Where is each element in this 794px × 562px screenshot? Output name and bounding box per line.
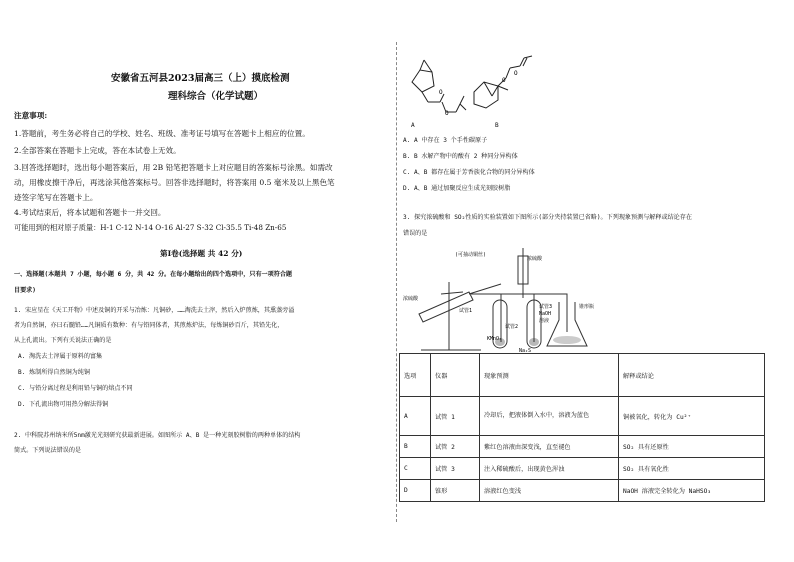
cell-option: D (400, 480, 431, 502)
table-row (400, 397, 765, 436)
structure-b-label: B (495, 122, 499, 129)
q1-stem: 者为自然铜，亦曰石髓铅……凡铜质有数种：有与铅同体者，其煎炼炉法，每炼铜砂百斤，其铅先化， (14, 322, 284, 329)
notice-line: 4.考试结束后，将本试题和答题卡一并交回。 (14, 208, 166, 217)
atomic-masses: 可能用到的相对原子质量：H-1 C-12 N-14 O-16 Al-27 S-32 Cl-35.5 Ti-48 Zn-65 (14, 223, 287, 232)
svg-text:O: O (445, 110, 449, 117)
cell-option: C (400, 458, 431, 480)
q1-option-d: D. 下孔流出物可用热分解法得铜 (18, 401, 109, 408)
label-acid: 浓硫酸 (403, 296, 419, 302)
label-tube2: 试管2 (505, 324, 519, 330)
notice-heading: 注意事项: (14, 111, 48, 120)
q3-stem: 错误的是 (403, 230, 428, 237)
q1-option-c: C. 与铅分离过程是利用铅与铜的熔点不同 (18, 385, 133, 392)
q1-option-a: A. 淘洗去土滓属于原料的富集 (18, 353, 103, 360)
table-row (400, 458, 765, 480)
cell-instrument: 试管 2 (431, 436, 480, 458)
table-row (400, 480, 765, 502)
cell-option: A (400, 397, 431, 436)
table-header-row (400, 354, 765, 397)
table-row (400, 436, 765, 458)
structure-b-diagram (462, 52, 552, 122)
svg-text:O: O (502, 77, 506, 84)
q1-stem: 从上孔流出。下列有关说法正确的是 (14, 337, 112, 344)
cell-instrument: 锥形 (431, 480, 480, 502)
exam-title: 安徽省五河县2023届高三（上）摸底检测 (111, 73, 290, 84)
cell-phenomenon: 溶液红色变浅 (480, 480, 619, 502)
cell-instrument: 试管 1 (431, 397, 480, 436)
column-divider (396, 42, 398, 522)
label-kmno4: KMnO₄ (487, 336, 503, 342)
q3-stem: 3. 探究浓硫酸和 SO₂性质的实验装置如下图所示(部分夹持装置已省略)。下列现象预测与解释或结论存在 (403, 214, 692, 221)
cell-instrument: 试管 3 (431, 458, 480, 480)
cell-explanation: SO₂ 具有还原性 (619, 436, 765, 458)
header-explanation: 解释或结论 (619, 354, 765, 397)
notice-line: 动，用橡皮擦干净后，再选涂其他答案标号。回答非选择题时，将答案用 0.5 毫米及以上黑色笔 (14, 178, 335, 187)
header-option: 选项 (400, 354, 431, 397)
label-na2s: Na₂S (519, 348, 532, 354)
notice-line: 3.回答选择题时，选出每小题答案后，用 2B 铅笔把答题卡上对应题目的答案标号涂黑。如需改 (14, 163, 333, 172)
label-cu-wire: (可抽动铜丝) (455, 252, 487, 258)
label-tube1: 试管1 (459, 308, 473, 314)
svg-text:O: O (439, 89, 443, 96)
q3-options-table (399, 353, 765, 502)
exam-subtitle: 理科综合（化学试题） (168, 91, 264, 102)
svg-text:O: O (514, 70, 518, 77)
cell-explanation: SO₂ 具有氧化性 (619, 458, 765, 480)
apparatus-diagram (401, 242, 781, 354)
cell-phenomenon: 冷却后，把液体倒入水中，溶液为蓝色 (480, 397, 619, 436)
q2-option-b: B. B 水解产物中的酸有 2 种同分异构体 (403, 153, 518, 160)
notice-line: 迹签字笔写在答题卡上。 (14, 193, 98, 202)
header-phenomenon: 现象预测 (480, 354, 619, 397)
q2-option-d: D. A、B 通过加聚反应生成光刻胶树脂 (403, 185, 511, 192)
cell-explanation: NaOH 溶液完全转化为 NaHSO₃ (619, 480, 765, 502)
q2-stem: 2. 中科院苏州纳米所5nm激光光刻研究获最新进展。如图所示 A、B 是一种光刻胶树脂的两种单体的结构 (14, 432, 301, 439)
label-naoh-solution: 溶液 (539, 318, 550, 324)
q1-stem: 1. 宋应星在《天工开物》中述及铜的开采与冶炼：凡铜砂，……淘洗去土滓，然后入炉煎炼，其熏蒸旁溢 (14, 307, 295, 314)
label-naoh: NaOH (539, 311, 552, 317)
q2-option-c: C. A、B 都存在属于芳香族化合物的同分异构体 (403, 169, 535, 176)
label-funnel-acid: 浓硫酸 (527, 256, 543, 262)
section-title: 第Ⅰ卷(选择题 共 42 分) (160, 249, 243, 258)
q2-stem: 简式。下列说法错误的是 (14, 447, 82, 454)
header-instrument: 仪器 (431, 354, 480, 397)
section-intro: 一、选择题(本题共 7 小题，每小题 6 分，共 42 分。在每小题给出的四个选项中，只有一项符合题 (14, 271, 293, 278)
cell-explanation: 铜被氧化，转化为 Cu²⁺ (619, 397, 765, 436)
cell-option: B (400, 436, 431, 458)
cell-phenomenon: 紫红色溶液由深变浅，直至褪色 (480, 436, 619, 458)
notice-line: 2.全部答案在答题卡上完成，答在本试卷上无效。 (14, 146, 181, 155)
q1-option-b: B. 炼制所得自然铜为纯铜 (18, 369, 90, 376)
section-intro: 目要求) (14, 287, 36, 294)
cell-phenomenon: 注入稀硫酸后，出现黄色浑浊 (480, 458, 619, 480)
structure-a-label: A (411, 122, 415, 129)
q2-option-a: A. A 中存在 3 个手性碳原子 (403, 137, 488, 144)
notice-line: 1.答题前，考生务必将自己的学校、姓名、班级、准考证号填写在答题卡上相应的位置。 (14, 129, 310, 138)
label-flask: 锥形瓶 (579, 304, 595, 310)
label-tube3: 试管3 (539, 304, 553, 310)
